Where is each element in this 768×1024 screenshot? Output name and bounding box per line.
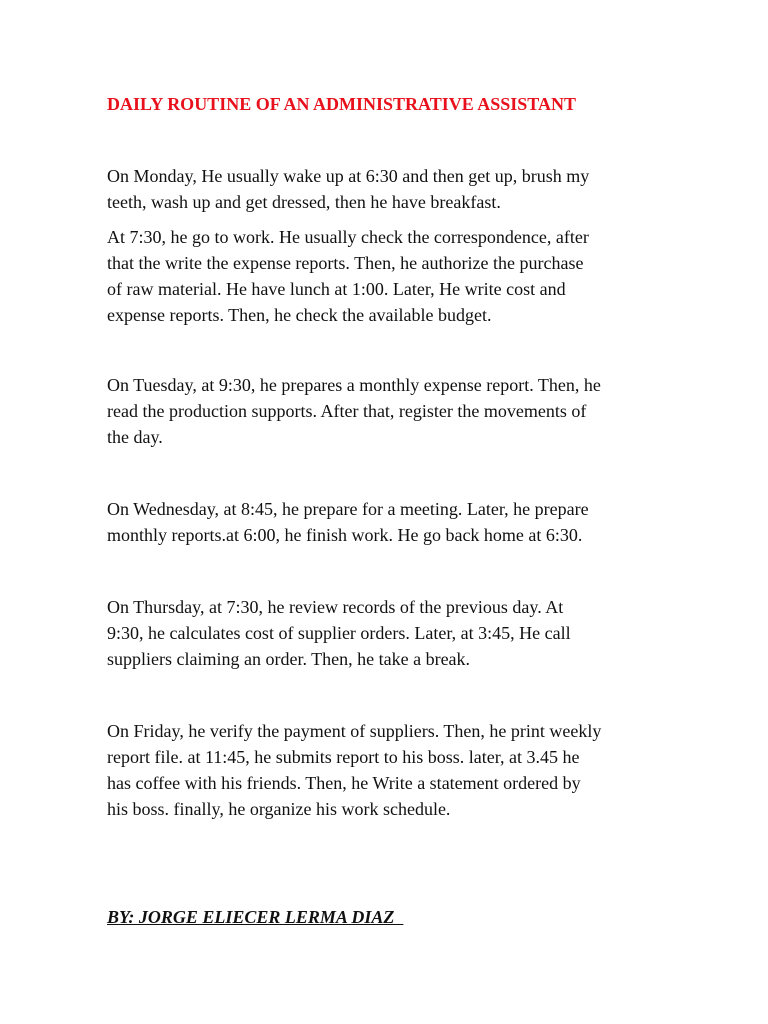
paragraph-line: suppliers claiming an order. Then, he take a break. [107,649,471,669]
author-byline: BY: JORGE ELIECER LERMA DIAZ [107,907,404,927]
paragraph-line: has coffee with his friends. Then, he Write a statement ordered by [107,773,581,793]
paragraph-line: report file. at 11:45, he submits report to his boss. later, at 3.45 he [107,747,580,767]
paragraph-line: the day. [107,427,163,447]
paragraph-line: monthly reports.at 6:00, he finish work. He go back home at 6:30. [107,525,583,545]
paragraph-line: his boss. finally, he organize his work schedule. [107,799,451,819]
paragraph-line: that the write the expense reports. Then, he authorize the purchase [107,253,584,273]
paragraph-line: On Friday, he verify the payment of suppliers. Then, he print weekly [107,721,602,741]
paragraph-monday [107,163,667,215]
paragraph-line: of raw material. He have lunch at 1:00. Later, He write cost and [107,279,566,299]
paragraph-wednesday [107,496,667,548]
paragraph-line: On Wednesday, at 8:45, he prepare for a meeting. Later, he prepare [107,499,589,519]
document-title: DAILY ROUTINE OF AN ADMINISTRATIVE ASSISTANT [107,94,576,114]
paragraph-line: 9:30, he calculates cost of supplier orders. Later, at 3:45, He call [107,623,571,643]
paragraph-monday-work [107,224,667,328]
paragraph-line: teeth, wash up and get dressed, then he have breakfast. [107,192,501,212]
paragraph-friday [107,718,667,822]
paragraph-line: read the production supports. After that, register the movements of [107,401,587,421]
paragraph-thursday [107,594,667,672]
paragraph-tuesday [107,372,667,450]
paragraph-line: On Thursday, at 7:30, he review records of the previous day. At [107,597,564,617]
paragraph-line: On Tuesday, at 9:30, he prepares a monthly expense report. Then, he [107,375,601,395]
paragraph-line: At 7:30, he go to work. He usually check the correspondence, after [107,227,589,247]
paragraph-line: expense reports. Then, he check the available budget. [107,305,492,325]
paragraph-line: On Monday, He usually wake up at 6:30 and then get up, brush my [107,166,590,186]
